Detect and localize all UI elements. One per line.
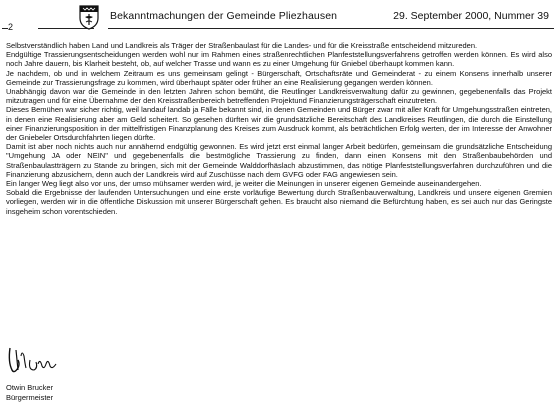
paragraph: Selbstverständlich haben Land und Landkreis als Träger der Straßenbaulast für die Landes- und für die Kreisstraße entscheidend mitzureden. [6, 41, 478, 50]
gazette-title: Bekanntmachungen der Gemeinde Pliezhausen [110, 10, 338, 22]
paragraph: Unabhängig davon war die Gemeinde in den letzten Jahren schon bemüht, die Reutlinger Landkreisverwaltung dafür zu gewinnen, gegebenenfalls das Projekt mitzutragen und für eine Übernahme der den Kreisstraßenbereich betreffenden Projektund Finanzierungsträgerschaft einzutreten. [6, 87, 552, 106]
article-body [6, 41, 552, 216]
paragraph: Sobald die Ergebnisse der laufenden Untersuchungen und eine erste vorläufige Bewertung durch Straßenbauverwaltung, Landkreis und unsere eigenen Gremien vorliegen, werden wir in die öffentliche Diskussion mit unserer Bürgerschaft gehen. Es braucht also niemand die Befürchtung haben, es sei auch nur das Geringste insgeheim schon vorentschieden. [6, 188, 552, 216]
coat-of-arms-icon [78, 4, 100, 31]
paragraph: Damit ist aber noch nichts auch nur annähernd endgültig gewonnen. Es wird jetzt erst einmal langer Arbeit bedürfen, gemeinsam die grundsätzliche Entscheidung "Umgehung JA oder NEIN" und gegebenenfalls die bestmögliche Trassierung zu finden, dann einen Konsens mit den Straßenbaubehörden und Straßenbaulastträgern zu Stande zu bringen, sich mit der Gemeinde Walddorfhäslach abzustimmen, das nötige Planfeststellungsverfahren durchzuführen und die Finanzierung abzusichern, denn auch der Landkreis wird auf Zuschüsse nach dem GVFG oder FAG angewiesen sein. [6, 142, 552, 179]
paragraph: Dieses Bemühen war sicher richtig, weil landauf landab ja Fälle bekannt sind, in denen Gemeinden und Bürger zwar mit aller Kraft für Umgehungsstraßen eintreten, in denen eine Realisierung aber am Geld scheitert. So gesehen dürften wir die grundsätzliche Bereitschaft des Landkreises Reutlingen, die durch die Einstellung einer Finanzierungsposition in der mittelfristigen Finanzplanung des Kreises zum Ausdruck kommt, als beträchtlichen Erfolg werten, der im Interesse der Anwohner der Gniebeler Ortsdurchfahrten liegen dürfte. [6, 105, 552, 143]
handwritten-signature [6, 340, 76, 378]
signer-title: Bürgermeister [6, 393, 54, 402]
page-number: 2 [8, 22, 14, 32]
paragraph: Je nachdem, ob und in welchem Zeitraum es uns gemeinsam gelingt - Bürgerschaft, Ortschaftsräte und Gemeinderat - zu einem Konsens innerhalb unserer Gemeinde zur Trassierungsfrage zu kommen, wird überhaupt später oder früher an eine Realisierung gegangen werden können. [6, 68, 552, 87]
page-header [0, 0, 557, 34]
issue-date-number: 29. September 2000, Nummer 39 [393, 10, 549, 22]
header-rule-right [108, 28, 554, 29]
signer-name: Otwin Brucker [6, 383, 54, 392]
paragraph: Endgültige Trassierungsentscheidungen werden wohl nur im Rahmen eines straßenrechtlichen Planfeststellungsverfahrens getroffen werden können. Es wird also noch Jahre dauern, bis Klarheit besteht, ob, auf welcher Trasse und wann es zu einer Umgehung für Gniebel überhaupt kommen kann. [6, 50, 552, 69]
paragraph: Ein langer Weg liegt also vor uns, der umso mühsamer werden wird, je weiter die Meinungen in unserer eigenen Gemeinde auseinandergehen. [6, 179, 482, 189]
